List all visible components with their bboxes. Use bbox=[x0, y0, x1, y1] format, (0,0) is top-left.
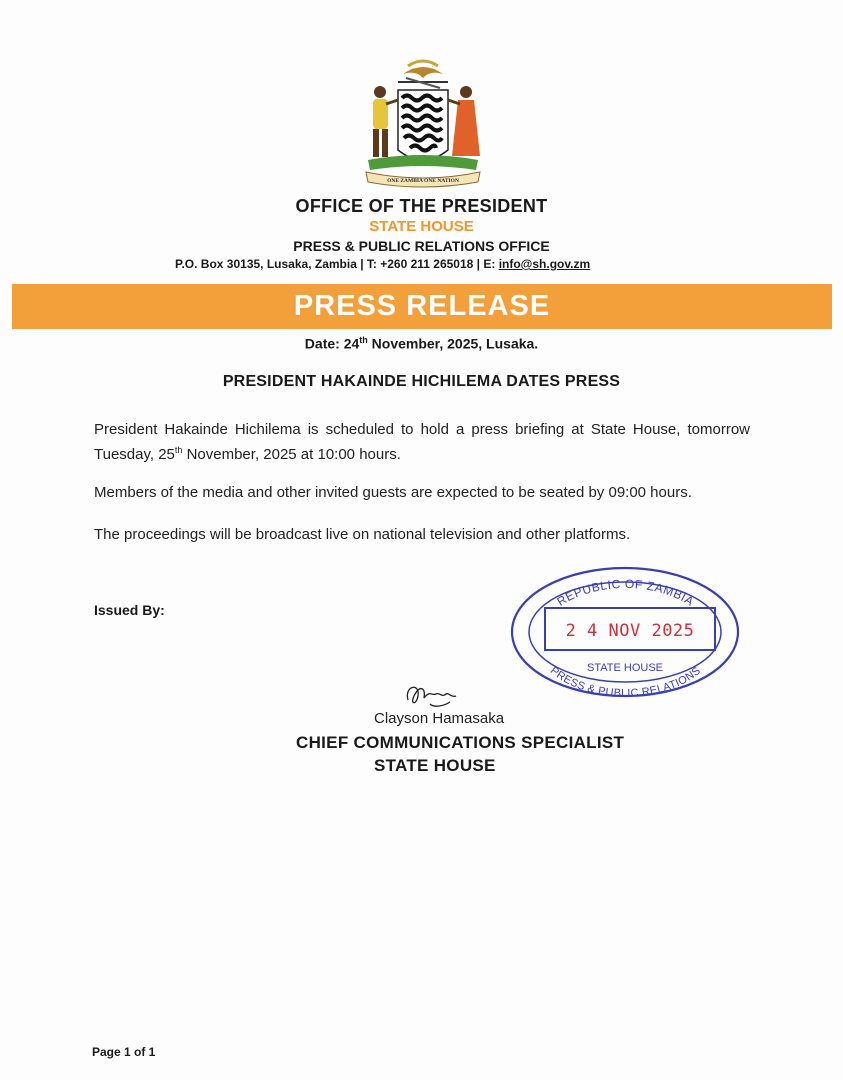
issued-by-label: Issued By: bbox=[94, 602, 165, 618]
body-paragraph-1: President Hakainde Hichilema is scheduled to hold a press briefing at State House, tomorrow Tuesday, 25th November, 2025 at 10:00 hours. bbox=[94, 421, 750, 463]
page-number: Page 1 of 1 bbox=[92, 1045, 156, 1059]
signer-title: CHIEF COMMUNICATIONS SPECIALIST bbox=[296, 733, 625, 752]
release-headline: PRESIDENT HAKAINDE HICHILEMA DATES PRESS bbox=[222, 373, 621, 390]
svg-text:ONE ZAMBIA ONE NATION: ONE ZAMBIA ONE NATION bbox=[387, 178, 459, 184]
contact-line bbox=[175, 257, 675, 271]
signer-name: Clayson Hamasaka bbox=[374, 710, 505, 727]
body-paragraph-3: The proceedings will be broadcast live on national television and other platforms. bbox=[94, 526, 631, 543]
body-paragraph-2: Members of the media and other invited guests are expected to be seated by 09:00 hours. bbox=[94, 484, 692, 501]
contact-address: P.O. Box 30135, Lusaka, Zambia | T: +260 211 265018 | E: bbox=[175, 257, 499, 271]
svg-text:REPUBLIC OF ZAMBIA: REPUBLIC OF ZAMBIA bbox=[554, 576, 697, 609]
stamp-date: 2 4 NOV 2025 bbox=[565, 621, 695, 641]
press-release-banner bbox=[12, 284, 832, 329]
signature-mark bbox=[400, 676, 480, 712]
release-date: Date: 24th November, 2025, Lusaka. bbox=[304, 335, 539, 352]
banner-title: PRESS RELEASE bbox=[293, 290, 551, 322]
contact-email-link[interactable]: info@sh.gov.zm bbox=[498, 257, 591, 271]
svg-text:PRESS & PUBLIC RELATIONS: PRESS & PUBLIC RELATIONS bbox=[547, 664, 704, 700]
pr-office-title: PRESS & PUBLIC RELATIONS OFFICE bbox=[293, 238, 550, 254]
svg-text:STATE HOUSE: STATE HOUSE bbox=[587, 662, 663, 674]
state-house-title: STATE HOUSE bbox=[369, 218, 474, 235]
office-title: OFFICE OF THE PRESIDENT bbox=[295, 196, 548, 216]
zambia-coat-of-arms-logo bbox=[358, 52, 488, 192]
signer-organization: STATE HOUSE bbox=[374, 756, 496, 775]
